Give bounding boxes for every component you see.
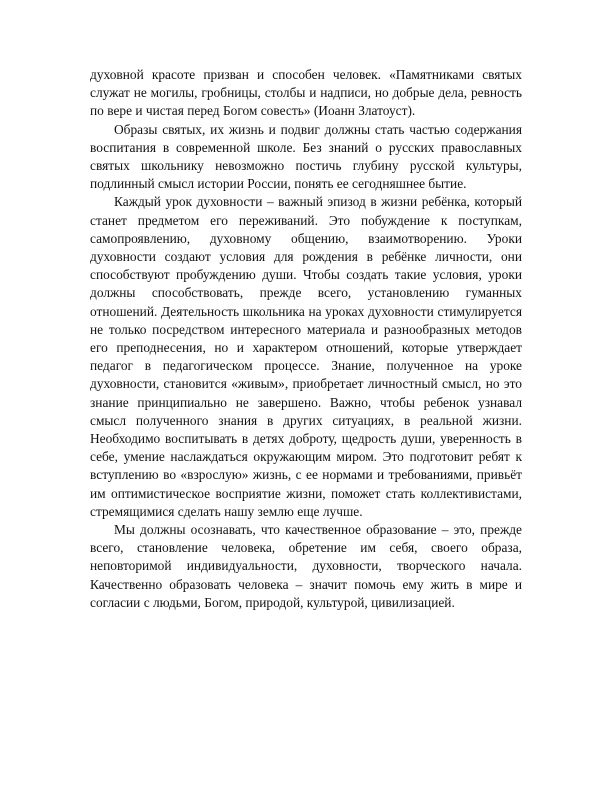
document-page (90, 66, 522, 612)
paragraph-quality-education: Мы должны осознавать, что качественное образование – это, прежде всего, становление человека, обретение им себя, своего образа, неповторимой индивидуальности, духовности, творческого начала. Качественно образовать человека – значит помочь ему жить в мире и согласии с людьми, Богом, природой, культурой, цивилизацией. (90, 522, 522, 610)
paragraph-saints-images: Образы святых, их жизнь и подвиг должны стать частью содержания воспитания в современной школе. Без знаний о русских православных святых школьнику невозможно постичь глубину русской культуры, подлинный смысл истории России, понять ее сегодняшнее бытие. (90, 121, 522, 192)
paragraph-spirituality-lesson: Каждый урок духовности – важный эпизод в жизни ребёнка, который станет предметом его переживаний. Это побуждение к поступкам, самопроявлению, духовному общению, взаимотворению. Уроки духовности создают условия для рождения в ребёнке личности, они способствуют пробуждению души. Чтобы создать такие условия, уроки должны способствовать, прежде всего, установлению гуманных отношений. Деятельность школьника на уроках духовности стимулируется не только посредством интересного материала и разнообразных методов его преподнесения, но и характером отношений, которые утверждает педагог в педагогическом процессе. Знание, полученное на уроке духовности, становится «живым», приобретает личностный смысл, но это знание принципиально не завершено. Важно, чтобы ребенок узнавал смысл полученного знания в других ситуациях, в реальной жизни. Необходимо воспитывать в детях доброту, щедрость души, уверенность в себе, умение наслаждаться окружающим миром. Это подготовит ребят к вступлению во «взрослую» жизнь, с ее нормами и требованиями, привьёт им оптимистическое восприятие жизни, поможет стать коллективистами, стремящимися сделать нашу землю еще лучше. (90, 194, 522, 519)
paragraph-continuation: духовной красоте призван и способен человек. «Памятниками святых служат не могилы, гробницы, столбы и надписи, но добрые дела, ревность по вере и чистая перед Богом совесть» (Иоанн Златоуст). (90, 67, 522, 119)
